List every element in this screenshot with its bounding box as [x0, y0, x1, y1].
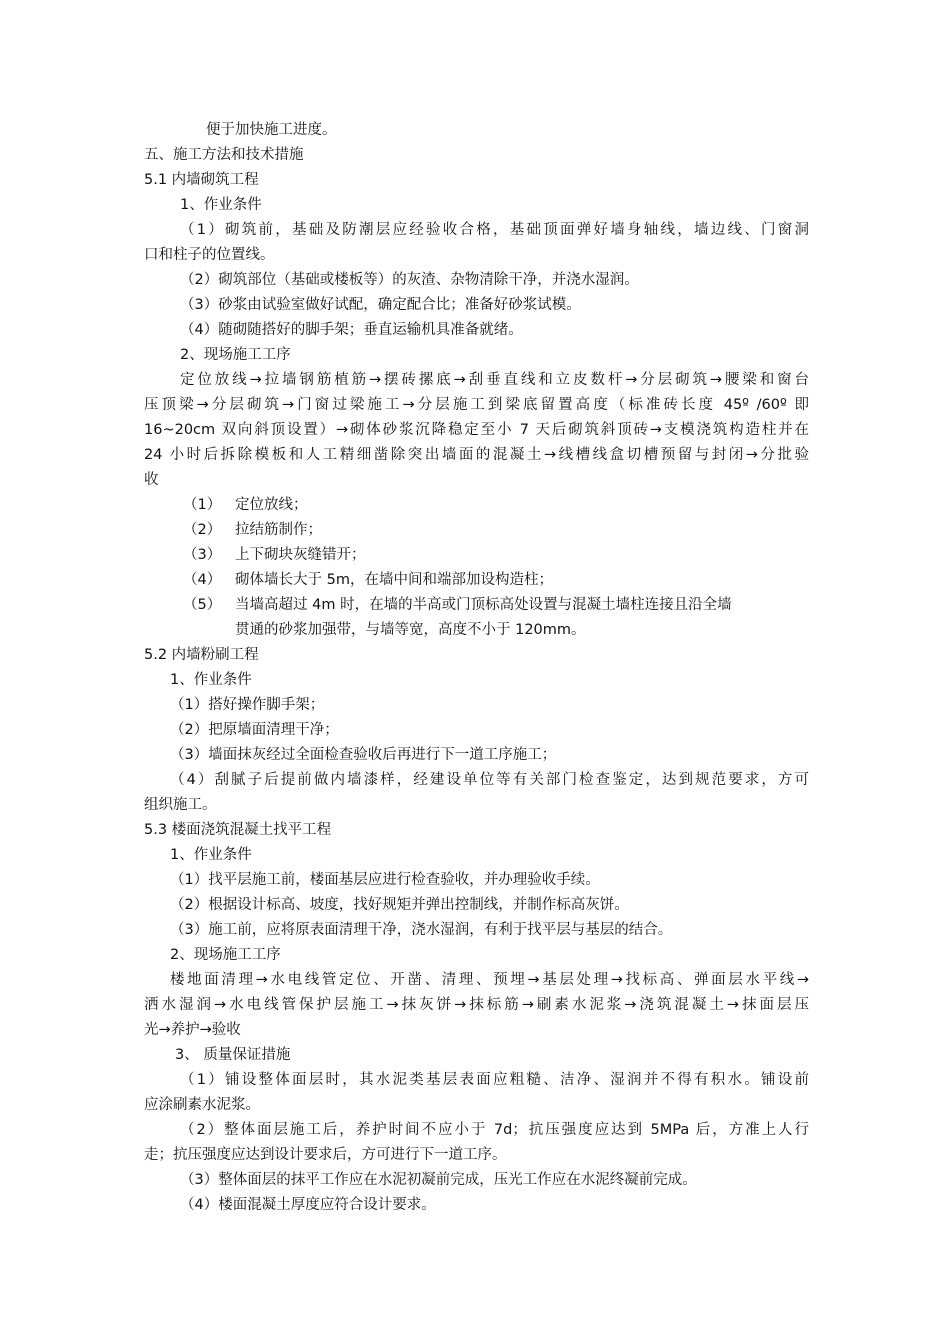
item-heading: 1、作业条件	[180, 197, 262, 213]
paragraph-line: （1）找平层施工前，楼面基层应进行检查验收，并办理验收手续。	[170, 872, 600, 888]
paragraph-line: 24 小时后拆除模板和人工精细凿除突出墙面的混凝土→线槽线盒切槽预留与封闭→分批验	[144, 447, 809, 463]
paragraph-line: 应涂刷素水泥浆。	[144, 1097, 260, 1113]
paragraph-line: 走；抗压强度应达到设计要求后，方可进行下一道工序。	[144, 1147, 507, 1163]
list-item: 上下砌块灰缝错开；	[235, 547, 366, 563]
paragraph-line: （3）施工前，应将原表面清理干净，浇水湿润，有利于找平层与基层的结合。	[170, 922, 673, 938]
paragraph-line: （1）搭好操作脚手架；	[170, 697, 325, 713]
paragraph-line: （3）墙面抹灰经过全面检查验收后再进行下一道工序施工；	[170, 747, 557, 763]
list-item-number: （5）	[183, 597, 222, 613]
paragraph-line: 口和柱子的位置线。	[144, 247, 275, 263]
list-item: 拉结筋制作；	[235, 522, 322, 538]
text-line: 便于加快施工进度。	[206, 122, 337, 138]
list-item-number: （3）	[183, 547, 222, 563]
paragraph-line: （1）铺设整体面层时，其水泥类基层表面应粗糙、洁净、湿润并不得有积水。铺设前	[180, 1072, 809, 1088]
section-heading: 五、施工方法和技术措施	[144, 147, 304, 163]
paragraph-line: （4）随砌随搭好的脚手架；垂直运输机具准备就绪。	[180, 322, 523, 338]
paragraph-line: 定位放线→拉墙钢筋植筋→摆砖摞底→刮垂直线和立皮数杆→分层砌筑→腰梁和窗台	[180, 372, 809, 388]
list-item: 砌体墙长大于 5m，在墙中间和端部加设构造柱；	[235, 572, 553, 588]
paragraph-line: （2）把原墙面清理干净；	[170, 722, 339, 738]
list-item-number: （1）	[183, 497, 222, 513]
item-heading: 1、作业条件	[170, 847, 252, 863]
item-heading: 1、作业条件	[170, 672, 252, 688]
list-item-continuation: 贯通的砂浆加强带，与墙等宽，高度不小于 120mm。	[235, 622, 586, 638]
list-item: 定位放线；	[235, 497, 308, 513]
paragraph-line: 楼地面清理→水电线管定位、开凿、清理、预埋→基层处理→找标高、弹面层水平线→	[170, 972, 809, 988]
item-heading: 2、现场施工工序	[170, 947, 281, 963]
paragraph-line: （1）砌筑前，基础及防潮层应经验收合格，基础顶面弹好墙身轴线，墙边线、门窗洞	[180, 222, 809, 238]
paragraph-line: （4）楼面混凝土厚度应符合设计要求。	[180, 1197, 436, 1213]
paragraph-line: 组织施工。	[144, 797, 217, 813]
paragraph-line: （3）整体面层的抹平工作应在水泥初凝前完成，压光工作应在水泥终凝前完成。	[180, 1172, 697, 1188]
subsection-heading: 5.2 内墙粉刷工程	[144, 647, 259, 663]
paragraph-line: （3）砂浆由试验室做好试配，确定配合比；准备好砂浆试模。	[180, 297, 581, 313]
paragraph-line: 收	[144, 472, 159, 488]
paragraph-line: （2）整体面层施工后，养护时间不应小于 7d；抗压强度应达到 5MPa 后，方准上人行	[180, 1122, 809, 1138]
paragraph-line: 洒水湿润→水电线管保护层施工→抹灰饼→抹标筋→刷素水泥浆→浇筑混凝土→抹面层压	[144, 997, 809, 1013]
list-item: 当墙高超过 4m 时，在墙的半高或门顶标高处设置与混凝土墙柱连接且沿全墙	[235, 597, 732, 613]
subsection-heading: 5.1 内墙砌筑工程	[144, 172, 259, 188]
list-item-number: （2）	[183, 522, 222, 538]
paragraph-line: 光→养护→验收	[144, 1022, 241, 1038]
paragraph-line: （2）根据设计标高、坡度，找好规矩并弹出控制线，并制作标高灰饼。	[170, 897, 629, 913]
paragraph-line: （2）砌筑部位（基础或楼板等）的灰渣、杂物清除干净，并浇水湿润。	[180, 272, 639, 288]
list-item-number: （4）	[183, 572, 222, 588]
paragraph-line: 压顶梁→分层砌筑→门窗过梁施工→分层施工到梁底留置高度（标准砖长度 45º /60º 即	[144, 397, 809, 413]
paragraph-line: （4）刮腻子后提前做内墙漆样，经建设单位等有关部门检查鉴定，达到规范要求，方可	[170, 772, 809, 788]
subsection-heading: 5.3 楼面浇筑混凝土找平工程	[144, 822, 332, 838]
item-heading: 2、现场施工工序	[180, 347, 291, 363]
paragraph-line: 16~20cm 双向斜顶设置）→砌体砂浆沉降稳定至小 7 天后砌筑斜顶砖→支模浇筑构造柱并在	[144, 422, 809, 438]
item-heading: 3、 质量保证措施	[175, 1047, 291, 1063]
